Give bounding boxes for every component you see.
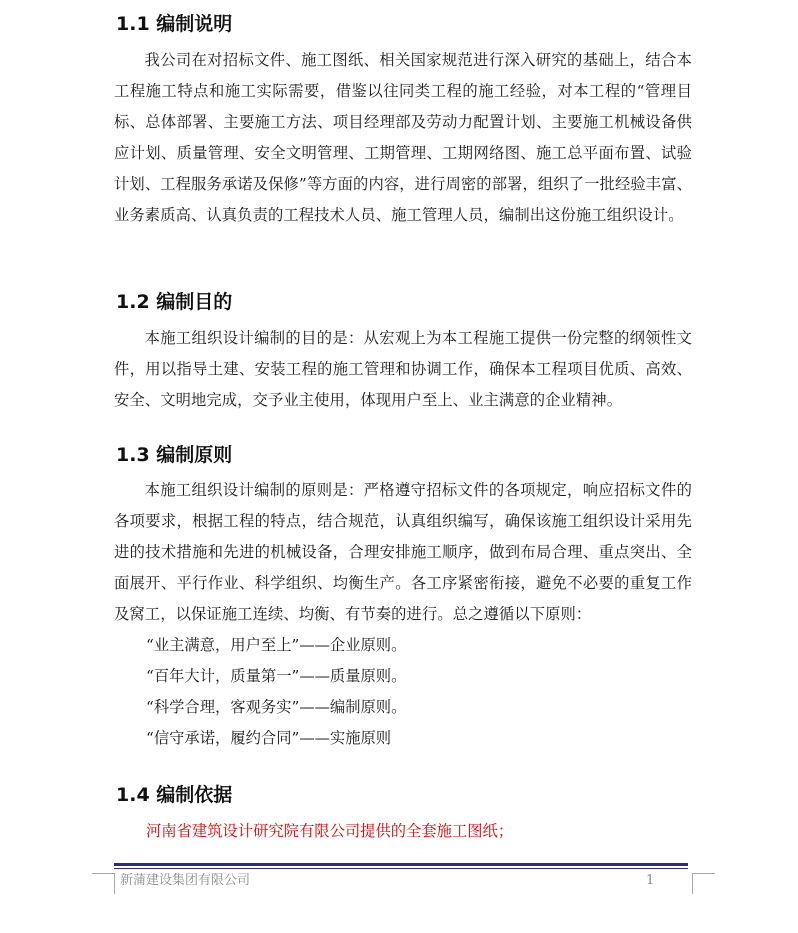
footer-rule-thin (114, 868, 688, 869)
principle-item: “信守承诺，履约合同”——实施原则 (146, 729, 392, 747)
section-paragraph-1-3: 本施工组织设计编制的原则是：严格遵守招标文件的各项规定，响应招标文件的各项要求，根据工程的特点，结合规范，认真组织编写，确保该施工组织设计采用先进的技术措施和先进的机械设备，合理安排施工顺序，做到布局合理、重点突出、全面展开、平行作业、科学组织、均衡生产。各工序紧密衔接，避免不必要的重复工作及窝工，以保证施工连续、均衡、有节奏的进行。总之遵循以下原则： (114, 481, 692, 623)
section-heading-1-2: 1.2 编制目的 (116, 291, 233, 313)
section-paragraph-1-2: 本施工组织设计编制的目的是：从宏观上为本工程施工提供一份完整的纲领性文件，用以指导土建、安装工程的施工管理和协调工作，确保本工程项目优质、高效、安全、文明地完成，交予业主使用，体现用户至上、业主满意的企业精神。 (114, 329, 692, 409)
basis-item-red: 河南省建筑设计研究院有限公司提供的全套施工图纸； (146, 822, 514, 840)
section-paragraph-1-1: 我公司在对招标文件、施工图纸、相关国家规范进行深入研究的基础上，结合本工程施工特点和施工实际需要，借鉴以往同类工程的施工经验，对本工程的“管理目标、总体部署、主要施工方法、项目经理部及劳动力配置计划、主要施工机械设备供应计划、质量管理、安全文明管理、工期管理、工期网络图、施工总平面布置、试验计划、工程服务承诺及保修”等方面的内容，进行周密的部署，组织了一批经验丰富、业务素质高、认真负责的工程技术人员、施工管理人员，编制出这份施工组织设计。 (114, 51, 692, 224)
footer-page-number: 1 (646, 873, 655, 888)
principle-item: “科学合理，客观务实”——编制原则。 (146, 698, 407, 716)
footer-company-name: 新蒲建设集团有限公司 (120, 873, 251, 888)
principles-list (146, 630, 406, 754)
section-heading-1-3: 1.3 编制原则 (116, 444, 233, 466)
footer-corner-mark-left (92, 873, 115, 894)
footer-rule-thick (114, 863, 688, 866)
footer-corner-mark-right (692, 873, 715, 894)
principle-item: “业主满意，用户至上”——企业原则。 (146, 636, 407, 654)
section-heading-1-4: 1.4 编制依据 (116, 784, 233, 806)
section-heading-1-1: 1.1 编制说明 (116, 13, 233, 35)
principle-item: “百年大计，质量第一”——质量原则。 (146, 667, 407, 685)
